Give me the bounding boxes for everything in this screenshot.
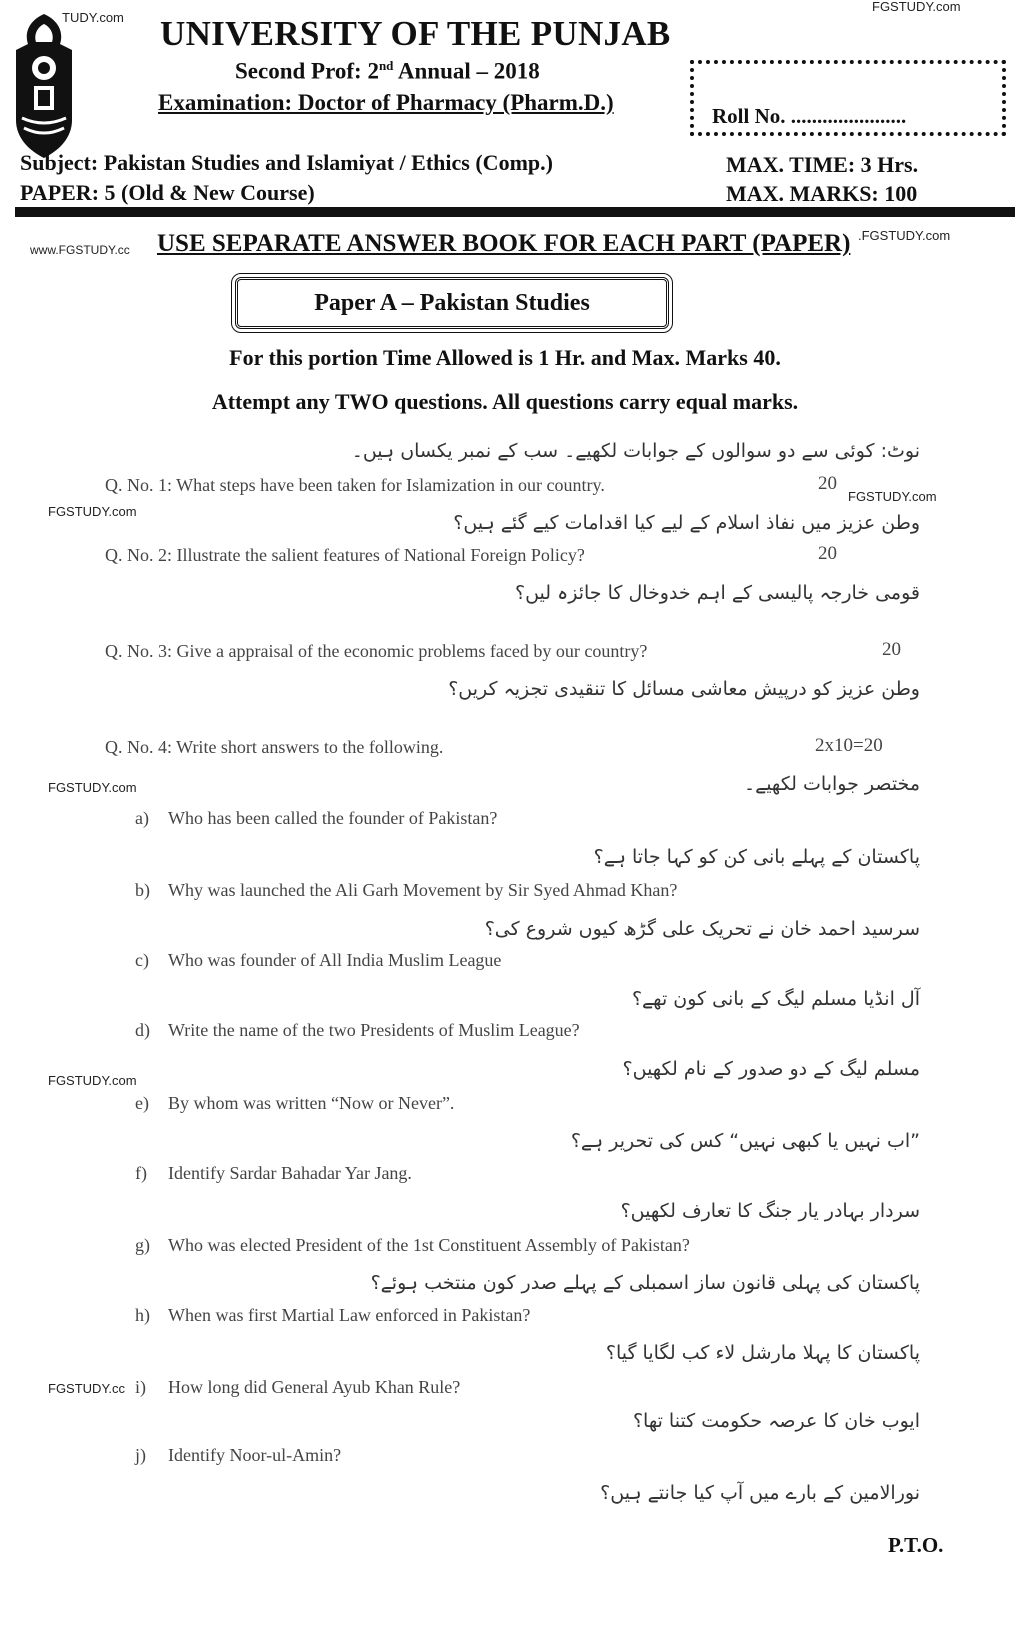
attempt-instruction: Attempt any TWO questions. All questions carry equal marks. (211, 389, 799, 414)
short-question: Write the name of the two Presidents of Muslim League? (168, 1020, 580, 1040)
short-question-label: j) (135, 1445, 146, 1465)
roll-number-label: Roll No. ...................... (712, 104, 907, 128)
university-logo (10, 10, 78, 165)
short-question-urdu: سردار بہادر یار جنگ کا تعارف لکھیں؟ (620, 1200, 920, 1222)
short-question: When was first Martial Law enforced in Pakistan? (168, 1305, 531, 1325)
question-marks: 2x10=20 (815, 735, 883, 756)
question-urdu: مختصر جوابات لکھیے۔ (743, 773, 920, 795)
short-question-label: d) (135, 1020, 150, 1040)
paper-number: PAPER: 5 (Old & New Course) (20, 180, 315, 205)
short-question-urdu: پاکستان کا پہلا مارشل لاء کب لگایا گیا؟ (605, 1342, 920, 1364)
urdu-note: نوٹ: کوئی سے دو سوالوں کے جوابات لکھیے۔ سب کے نمبر یکساں ہیں۔ (351, 440, 920, 462)
time-instruction: For this portion Time Allowed is 1 Hr. and Max. Marks 40. (229, 345, 781, 370)
watermark: FGSTUDY.com (48, 1073, 137, 1088)
short-question-urdu: سرسید احمد خان نے تحریک علی گڑھ کیوں شروع کی؟ (484, 918, 920, 940)
watermark: TUDY.com (62, 10, 124, 25)
short-question-urdu: ایوب خان کا عرصہ حکومت کتنا تھا؟ (632, 1410, 920, 1432)
watermark: www.FGSTUDY.cc (30, 243, 130, 257)
examination-title: Examination: Doctor of Pharmacy (Pharm.D.) (158, 90, 614, 115)
short-question-label: i) (135, 1377, 146, 1397)
paper-title-box (235, 277, 669, 329)
session-prefix: Second Prof: 2 (235, 58, 379, 84)
question-urdu: وطن عزیز میں نفاذ اسلام کے لیے کیا اقدامات کیے گئے ہیں؟ (453, 512, 920, 534)
paper-title: Paper A – Pakistan Studies (314, 290, 590, 316)
watermark: FGSTUDY.com (848, 489, 937, 504)
question-2: Q. No. 2: Illustrate the salient features of National Foreign Policy? (105, 545, 585, 565)
university-title: UNIVERSITY OF THE PUNJAB (160, 14, 671, 53)
short-question-label: b) (135, 880, 150, 900)
short-question-label: a) (135, 808, 149, 828)
page-turn-over: P.T.O. (888, 1533, 944, 1557)
short-question-label: f) (135, 1163, 147, 1183)
watermark: FGSTUDY.com (48, 780, 137, 795)
session-year: Annual – 2018 (393, 58, 540, 84)
max-marks: MAX. MARKS: 100 (726, 181, 918, 206)
short-question-urdu: نورالامین کے بارے میں آپ کیا جانتے ہیں؟ (600, 1482, 920, 1504)
question-3: Q. No. 3: Give a appraisal of the economic problems faced by our country? (105, 641, 648, 661)
exam-session (235, 58, 540, 85)
session-sup: nd (378, 58, 394, 73)
question-4: Q. No. 4: Write short answers to the following. (105, 737, 444, 757)
question-marks: 20 (882, 639, 901, 660)
short-question: Who has been called the founder of Pakistan? (168, 808, 498, 828)
short-question: Identify Noor-ul-Amin? (168, 1445, 342, 1465)
short-question: How long did General Ayub Khan Rule? (168, 1377, 461, 1397)
question-urdu: قومی خارجہ پالیسی کے اہم خدوخال کا جائزہ لیں؟ (514, 582, 920, 604)
watermark: FGSTUDY.cc (48, 1381, 126, 1396)
short-question-label: h) (135, 1305, 150, 1325)
question-marks: 20 (818, 543, 837, 564)
short-question: By whom was written “Now or Never”. (168, 1093, 455, 1113)
question-marks: 20 (818, 473, 837, 494)
watermark: FGSTUDY.com (872, 0, 961, 14)
separate-answer-book-notice: USE SEPARATE ANSWER BOOK FOR EACH PART (PAPER) (157, 230, 851, 257)
short-question-urdu: مسلم لیگ کے دو صدور کے نام لکھیں؟ (622, 1058, 920, 1080)
subject: Subject: Pakistan Studies and Islamiyat / Ethics (Comp.) (20, 150, 553, 175)
roll-number-box (690, 60, 1006, 136)
short-question-urdu: پاکستان کے پہلے بانی کن کو کہا جاتا ہے؟ (593, 846, 920, 868)
short-question-urdu: ”اب نہیں یا کبھی نہیں“ کس کی تحریر ہے؟ (570, 1130, 920, 1152)
short-question-label: e) (135, 1093, 149, 1113)
short-question: Why was launched the Ali Garh Movement by Sir Syed Ahmad Khan? (168, 880, 678, 900)
question-urdu: وطن عزیز کو درپیش معاشی مسائل کا تنقیدی تجزیہ کریں؟ (448, 678, 920, 700)
short-question: Identify Sardar Bahadar Yar Jang. (168, 1163, 412, 1183)
header-divider (15, 207, 1015, 217)
watermark: FGSTUDY.com (48, 504, 137, 519)
short-question-urdu: آل انڈیا مسلم لیگ کے بانی کون تھے؟ (631, 988, 920, 1010)
max-time: MAX. TIME: 3 Hrs. (726, 152, 919, 177)
short-question: Who was founder of All India Muslim League (168, 950, 502, 970)
short-question-urdu: پاکستان کی پہلی قانون ساز اسمبلی کے پہلے صدر کون منتخب ہوئے؟ (370, 1272, 920, 1294)
watermark: .FGSTUDY.com (858, 228, 951, 243)
short-question-label: g) (135, 1235, 150, 1255)
short-question-label: c) (135, 950, 149, 970)
question-1: Q. No. 1: What steps have been taken for Islamization in our country. (105, 475, 605, 495)
short-question: Who was elected President of the 1st Constituent Assembly of Pakistan? (168, 1235, 690, 1255)
